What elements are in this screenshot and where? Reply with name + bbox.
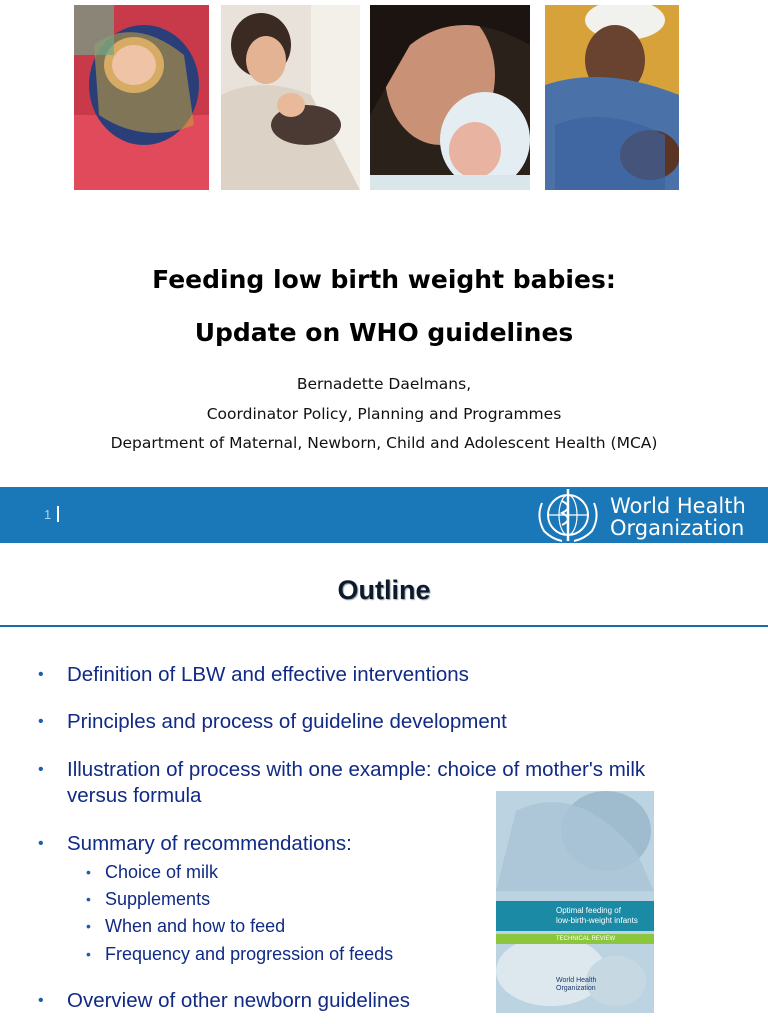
author-department: Department of Maternal, Newborn, Child and Adolescent Health (MCA) xyxy=(110,434,658,452)
cover-strip xyxy=(496,934,654,944)
who-emblem-icon xyxy=(532,487,604,543)
sub-bullet: • xyxy=(86,891,91,907)
sub-item: Choice of milk xyxy=(105,862,219,882)
outline-item: Illustration of process with one example: choice of mother's milk xyxy=(67,758,646,781)
outline-item: Overview of other newborn guidelines xyxy=(67,989,410,1012)
author-role: Coordinator Policy, Planning and Programmes xyxy=(206,405,562,423)
sub-item: Supplements xyxy=(105,889,211,909)
cover-logo-line-1: World Health xyxy=(556,977,597,984)
outline-item-continued: versus formula xyxy=(67,784,202,807)
sub-bullet: • xyxy=(86,864,91,880)
outline-item: Definition of LBW and effective interventions xyxy=(67,663,469,686)
footer-band xyxy=(0,487,768,543)
sub-item: Frequency and progression of feeds xyxy=(105,944,394,964)
bullet: • xyxy=(38,992,44,1009)
sub-item: When and how to feed xyxy=(105,916,286,936)
cover-who-logo xyxy=(556,977,596,993)
outline-item: Principles and process of guideline development xyxy=(67,710,507,733)
sub-bullet: • xyxy=(86,918,91,934)
mother-holding-baby-photo xyxy=(221,5,360,190)
outline-title: Outline xyxy=(337,575,431,605)
sub-bullet: • xyxy=(86,946,91,962)
cover-title-box xyxy=(496,901,654,931)
outline-item: Summary of recommendations: xyxy=(67,832,352,855)
page-separator xyxy=(57,506,59,522)
cover-title-line-1: Optimal feeding of xyxy=(556,906,621,915)
who-wordmark xyxy=(610,495,746,539)
author-name: Bernadette Daelmans, xyxy=(296,375,472,393)
report-cover-image xyxy=(496,791,654,1013)
bullet: • xyxy=(38,713,44,730)
bullet: • xyxy=(38,835,44,852)
woman-breastfeeding-photo xyxy=(545,5,679,190)
title-divider xyxy=(0,625,768,627)
mother-kissing-newborn-photo xyxy=(370,5,530,190)
cover-logo-line-2: Organization xyxy=(556,985,596,992)
cover-strip-label: TECHNICAL REVIEW xyxy=(556,936,616,942)
page-number: 1 xyxy=(44,507,52,522)
swaddled-newborn-photo xyxy=(74,5,209,190)
who-wordmark-line-2: Organization xyxy=(610,516,745,540)
bullet: • xyxy=(38,761,44,778)
bullet: • xyxy=(38,666,44,683)
who-wordmark-line-1: World Health xyxy=(610,494,746,518)
cover-title-line-2: low-birth-weight infants xyxy=(556,916,638,925)
slide-title-line-2: Update on WHO guidelines xyxy=(194,318,574,347)
slide-title-line-1: Feeding low birth weight babies: xyxy=(152,265,616,294)
